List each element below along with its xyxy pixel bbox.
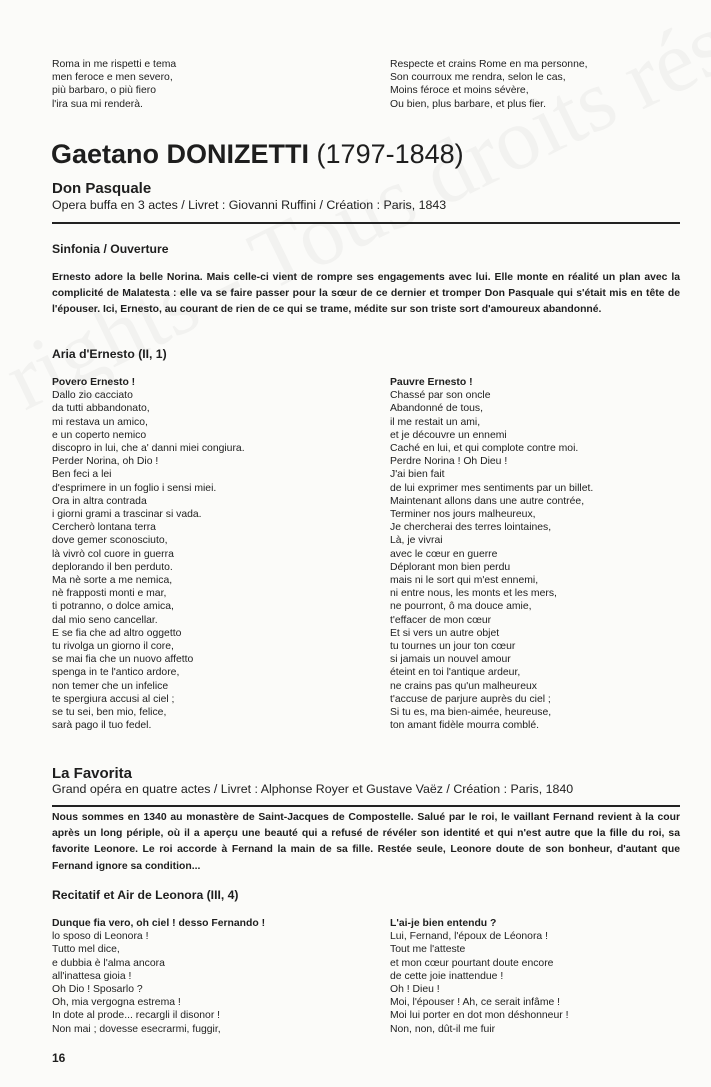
verse-line: i giorni grami a trascinar si vada. xyxy=(52,509,202,521)
verse-line: Oh Dio ! Sposarlo ? xyxy=(52,984,143,996)
verse-line: tu rivolga un giorno il core, xyxy=(52,641,174,653)
verse-line: de lui exprimer mes sentiments par un billet. xyxy=(390,482,594,494)
verse-line: lo sposo di Leonora ! xyxy=(52,931,149,943)
opera-subtitle-don-pasquale: Opera buffa en 3 actes / Livret : Giovanni Ruffini / Création : Paris, 1843 xyxy=(52,198,447,212)
verse-line: discopro in lui, che a' danni miei congiura. xyxy=(52,443,245,455)
section-divider xyxy=(52,222,680,224)
verse-line: all'inattesa gioia ! xyxy=(52,970,132,982)
section-divider xyxy=(52,805,680,807)
aria-leonora-french xyxy=(390,917,682,1036)
top-verse-french xyxy=(390,58,682,111)
verse-line: Respecte et crains Rome en ma personne, xyxy=(390,59,588,70)
aria-ernesto xyxy=(52,376,682,732)
verse-line: et je découvre un ennemi xyxy=(390,429,507,441)
verse-line: Cercherò lontana terra xyxy=(52,522,156,534)
verse-line: In dote al prode... recargli il disonor ! xyxy=(52,1010,221,1022)
verse-line: il me restait un ami, xyxy=(390,416,481,428)
verse-line: Caché en lui, et qui complote contre moi. xyxy=(390,443,579,455)
verse-line: Déplorant mon bien perdu xyxy=(390,561,511,573)
verse-line: se mai fia che un nuovo affetto xyxy=(52,654,194,666)
verse-line: Pauvre Ernesto ! xyxy=(390,377,473,388)
verse-line: t'accuse de parjure auprès du ciel ; xyxy=(390,693,551,705)
aria-ernesto-italian xyxy=(52,376,390,732)
verse-line: men feroce e men severo, xyxy=(52,72,173,84)
verse-line: Son courroux me rendra, selon le cas, xyxy=(390,72,566,84)
verse-line: Perder Norina, oh Dio ! xyxy=(52,456,159,468)
verse-line: d'esprimere in un foglio i sensi miei. xyxy=(52,482,217,494)
verse-line: Moi lui porter en dot mon déshonneur ! xyxy=(390,1010,569,1022)
top-verse-italian xyxy=(52,58,390,111)
verse-line: Lui, Fernand, l'époux de Léonora ! xyxy=(390,931,548,943)
verse-line: dal mio seno cancellar. xyxy=(52,614,158,626)
verse-line: Tutto mel dice, xyxy=(52,944,120,956)
verse-line: e un coperto nemico xyxy=(52,429,147,441)
composer-name: Gaetano DONIZETTI xyxy=(51,139,310,169)
verse-line: Perdre Norina ! Oh Dieu ! xyxy=(390,456,508,468)
synopsis-don-pasquale: Ernesto adore la belle Norina. Mais celle-ci vient de rompre ses engagements avec lui. Elle monte en réalité un plan avec la complicité de Malatesta : elle va se faire passer pour la sœur de ce dernier et tromper Don Pasquale qui s'était mis en tête de l'épouser. Ici, Ernesto, au courant de rien de ce qui se trame, médite sur son triste sort d'amoureux abandonné. xyxy=(52,272,680,316)
verse-line: ne pourront, ô ma douce amie, xyxy=(390,601,532,613)
verse-line: éteint en toi l'antique ardeur, xyxy=(390,667,521,679)
verse-line: Et si vers un autre objet xyxy=(390,627,500,639)
verse-line: più barbaro, o più fiero xyxy=(52,85,156,97)
verse-line: Ou bien, plus barbare, et plus fier. xyxy=(390,98,546,110)
verse-line: J'ai bien fait xyxy=(390,469,445,481)
verse-line: Là, je vivrai xyxy=(390,535,443,547)
verse-line: te spergiura accusi al ciel ; xyxy=(52,693,175,705)
verse-line: l'ira sua mi renderà. xyxy=(52,98,143,110)
verse-line: E se fia che ad altro oggetto xyxy=(52,627,182,639)
verse-line: Oh ! Dieu ! xyxy=(390,984,440,996)
verse-line: et mon cœur pourtant doute encore xyxy=(390,957,554,969)
verse-line: da tutti abbandonato, xyxy=(52,403,150,415)
verse-line: mi restava un amico, xyxy=(52,416,148,428)
verse-line: tu tournes un jour ton cœur xyxy=(390,641,516,653)
verse-line: se tu sei, ben mio, felice, xyxy=(52,707,167,719)
verse-line: ton amant fidèle mourra comblé. xyxy=(390,720,540,732)
verse-line: ni entre nous, les monts et les mers, xyxy=(390,588,557,600)
verse-line: Chassé par son oncle xyxy=(390,390,491,402)
composer-heading xyxy=(51,138,464,170)
verse-line: Dallo zio cacciato xyxy=(52,390,133,402)
verse-line: Moi, l'épouser ! Ah, ce serait infâme ! xyxy=(390,997,561,1009)
verse-line: e dubbia è l'alma ancora xyxy=(52,957,165,969)
aria-heading-ernesto: Aria d'Ernesto (II, 1) xyxy=(52,347,167,361)
verse-line: deplorando il ben perduto. xyxy=(52,561,173,573)
verse-line: Terminer nos jours malheureux, xyxy=(390,509,536,521)
opera-title-don-pasquale: Don Pasquale xyxy=(52,180,152,197)
verse-line: L'ai-je bien entendu ? xyxy=(390,918,497,929)
verse-line: Ma nè sorte a me nemica, xyxy=(52,575,173,587)
page-number: 16 xyxy=(52,1051,66,1065)
verse-line: ne crains pas qu'un malheureux xyxy=(390,680,537,692)
aria-ernesto-french xyxy=(390,376,682,732)
verse-line: dove gemer sconosciuto, xyxy=(52,535,168,547)
verse-line: Tout me l'atteste xyxy=(390,944,466,956)
verse-line: t'effacer de mon cœur xyxy=(390,614,492,626)
verse-line: Je chercherai des terres lointaines, xyxy=(390,522,552,534)
opera-title-la-favorita: La Favorita xyxy=(52,765,133,782)
verse-line: Maintenant allons dans une autre contrée, xyxy=(390,495,585,507)
verse-line: nè frapposti monti e mar, xyxy=(52,588,167,600)
verse-line: de cette joie inattendue ! xyxy=(390,970,504,982)
verse-line: sarà pago il tuo fedel. xyxy=(52,720,152,732)
verse-line: Oh, mia vergogna estrema ! xyxy=(52,997,181,1009)
top-verse xyxy=(52,58,682,111)
verse-line: non temer che un infelice xyxy=(52,680,169,692)
opera-subtitle-la-favorita: Grand opéra en quatre actes / Livret : Alphonse Royer et Gustave Vaëz / Création : Paris, 1840 xyxy=(52,782,574,796)
verse-line: Roma in me rispetti e tema xyxy=(52,59,177,70)
aria-leonora-italian xyxy=(52,917,390,1036)
verse-line: avec le cœur en guerre xyxy=(390,548,498,560)
verse-line: Ora in altra contrada xyxy=(52,495,147,507)
verse-line: là vivrò col cuore in guerra xyxy=(52,548,174,560)
verse-line: ti potranno, o dolce amica, xyxy=(52,601,174,613)
verse-line: si jamais un nouvel amour xyxy=(390,654,511,666)
verse-line: Non, non, dût-il me fuir xyxy=(390,1023,496,1035)
verse-line: Si tu es, ma bien-aimée, heureuse, xyxy=(390,707,552,719)
verse-line: Povero Ernesto ! xyxy=(52,377,136,388)
section-heading-sinfonia: Sinfonia / Ouverture xyxy=(52,242,169,256)
verse-line: spenga in te l'antico ardore, xyxy=(52,667,180,679)
synopsis-la-favorita: Nous sommes en 1340 au monastère de Saint-Jacques de Compostelle. Salué par le roi, le vaillant Fernand revient à la cour après un long périple, où il a aperçu une beauté qui a refusé de révéler son identité et qui n'est autre que la fille du roi, sa favorite Leonore. Le roi accorde à Fernand la main de sa fille. Restée seule, Leonore doute de son bonheur, d'autant que Fernand ignore sa condition... xyxy=(52,812,680,872)
aria-leonora xyxy=(52,917,682,1036)
composer-years: (1797-1848) xyxy=(316,139,464,169)
verse-line: Non mai ; dovesse esecrarmi, fuggir, xyxy=(52,1023,221,1035)
verse-line: Moins féroce et moins sévère, xyxy=(390,85,529,97)
verse-line: Ben feci a lei xyxy=(52,469,112,481)
verse-line: Abandonné de tous, xyxy=(390,403,484,415)
verse-line: mais ni le sort qui m'est ennemi, xyxy=(390,575,539,587)
aria-heading-leonora: Recitatif et Air de Leonora (III, 4) xyxy=(52,888,239,902)
verse-line: Dunque fia vero, oh ciel ! desso Fernando ! xyxy=(52,918,266,929)
